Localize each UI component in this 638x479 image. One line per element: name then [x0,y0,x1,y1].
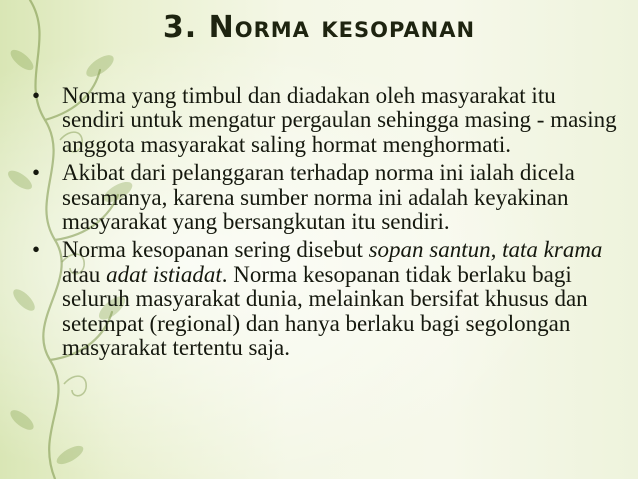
bullet-text-emphasis: sopan santun, tata krama [368,237,603,263]
slide-title: 3. Norma kesopanan [162,10,476,45]
bullet-text-part: Norma kesopanan sering disebut [62,237,369,263]
bullet-item [22,84,622,157]
bullet-text-part: atau [62,261,107,287]
bullet-text-emphasis: adat istiadat [106,261,222,287]
bullet-text: Akibat dari pelanggaran terhadap norma ini ialah dicela sesamanya, karena sumber norma ini adalah keyakinan masyarakat yang bersangkutan itu sendiri. [62,160,575,235]
bullet-list [22,84,622,364]
bullet-marker: • [32,160,41,186]
bullet-item [22,238,622,360]
bullet-item [22,161,622,234]
bullet-marker: • [32,237,41,263]
bullet-text: Norma yang timbul dan diadakan oleh masyarakat itu sendiri untuk mengatur pergaulan sehingga masing - masing anggota masyarakat saling hormat menghormati. [62,83,617,157]
bullet-text-part: . Norma kesopanan tidak berlaku bagi seluruh masyarakat dunia, melainkan bersifat khusus dan setempat (regional) dan hanya berlaku bagi segolongan masyarakat tertentu saja. [62,261,588,361]
bullet-marker: • [32,83,41,108]
